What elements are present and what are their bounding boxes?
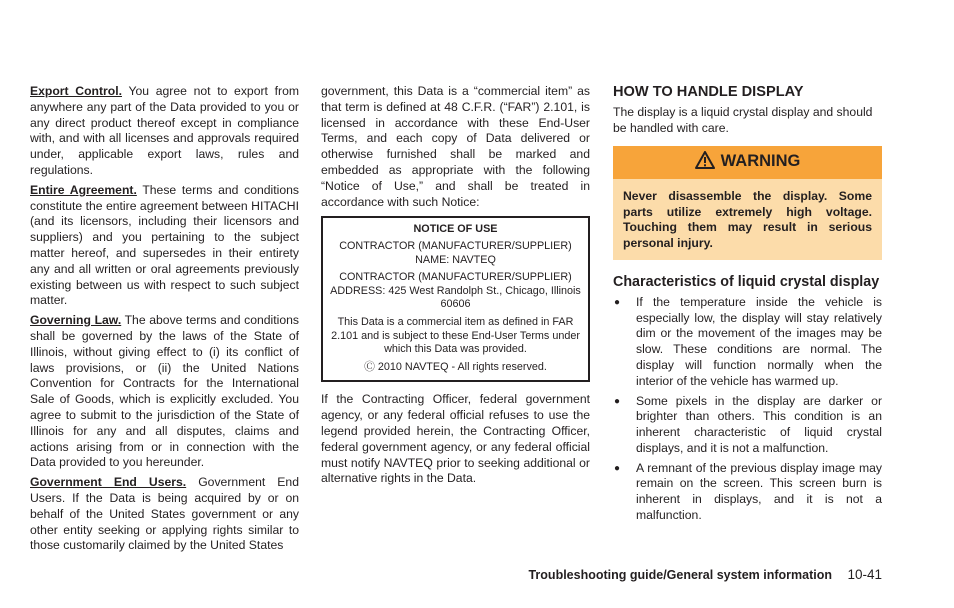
bullet-item (613, 295, 882, 390)
page-number: 10-41 (847, 567, 882, 582)
bullet-item (613, 461, 882, 524)
warning-title: WARNING (720, 152, 801, 171)
governing-law-paragraph (30, 313, 299, 471)
warning-triangle-icon (695, 151, 715, 174)
contracting-officer-paragraph: If the Contracting Officer, federal government agency, or any federal official refuses to use the legend provided herein, the Contracting Officer, federal government agency, or any federal official must notify NAVTEQ prior to seeking additional or alternative rights in the Data. (321, 392, 590, 486)
section-intro: The display is a liquid crystal display and should be handled with care. (613, 105, 873, 135)
government-end-users-paragraph (30, 475, 299, 554)
notice-contractor-address: CONTRACTOR (MANUFACTURER/SUPPLIER) ADDRESS: 425 West Randolph St., Chicago, Illinois 60606 (330, 271, 581, 311)
left-column (30, 84, 299, 558)
right-column (613, 84, 882, 528)
bullet-dot-icon: ● (614, 296, 621, 308)
notice-of-use-box (321, 216, 590, 382)
export-control-text: You agree not to export from anywhere any part of the Data provided to you or any direct product thereof except in compliance with, and with all licenses and approvals required under, applicable export laws, rules and regulations. (30, 84, 299, 177)
notice-contractor-name: CONTRACTOR (MANUFACTURER/SUPPLIER) NAME: NAVTEQ (339, 239, 572, 266)
bullet-text: A remnant of the previous display image may remain on the screen. This screen burn is inherent in displays, and it is not a malfunction. (636, 460, 882, 523)
subsection-heading: Characteristics of liquid crystal display (613, 274, 880, 291)
notice-title: NOTICE OF USE (413, 223, 498, 236)
commercial-item-paragraph: government, this Data is a “commercial item” as that term is defined at 48 C.F.R. (“FAR”) 2.101, is licensed in accordance with these End-User Terms, and each copy of Data delivered or otherwise furnished shall be marked and embedded as appropriate with the following “Notice of Use,” and shall be treated in accordance with such Notice: (321, 84, 590, 209)
export-control-heading: Export Control. (30, 84, 122, 98)
warning-header (613, 146, 882, 179)
warning-box (613, 146, 882, 261)
warning-text: Never disassemble the display. Some parts utilize extremely high voltage. Touching them may result in serious personal injury. (623, 188, 872, 251)
export-control-paragraph (30, 84, 299, 179)
government-end-users-heading: Government End Users. (30, 475, 187, 490)
entire-agreement-paragraph (30, 183, 299, 309)
governing-law-text: The above terms and conditions shall be governed by the laws of the State of Illinois, without giving effect to (i) its conflict of laws provisions, or (ii) the United Nations Convention for Contracts for the International Sale of Goods, which is explicitly excluded. You agree to submit to the jurisdiction of the State of Illinois for any and all disputes, claims and actions arising from or in connection with the Data provided to you hereunder. (30, 313, 299, 470)
entire-agreement-text: These terms and conditions constitute the entire agreement between HITACHI (and its licensors, including their licensors and suppliers) and you pertaining to the subject matter hereof, and supersedes in their entirety any and all written or oral agreements previously existing between us with respect to such subject matter. (30, 182, 299, 308)
government-end-users-text: Government End Users. If the Data is being acquired by or on behalf of the United States government or any other entity seeking or applying rights similar to those customarily claimed by the United States (30, 475, 299, 553)
notice-commercial-item: This Data is a commercial item as defined in FAR 2.101 and is subject to these End-User Terms under which this Data was provided. (331, 315, 580, 356)
bullet-dot-icon: ● (614, 462, 621, 474)
governing-law-heading: Governing Law. (30, 313, 122, 328)
notice-copyright: Ⓒ 2010 NAVTEQ - All rights reserved. (364, 360, 547, 373)
footer-section-title: Troubleshooting guide/General system information (528, 568, 832, 582)
section-heading: HOW TO HANDLE DISPLAY (613, 84, 804, 100)
middle-column (321, 84, 590, 491)
bullet-dot-icon: ● (614, 395, 621, 407)
entire-agreement-heading: Entire Agreement. (30, 182, 137, 197)
bullet-item (613, 394, 882, 457)
bullet-text: If the temperature inside the vehicle is especially low, the display will stay relatively dim or the movement of the images may be slow. These conditions are normal. The display will function normally when the interior of the vehicle has warmed up. (636, 294, 882, 388)
bullet-text: Some pixels in the display are darker or brighter than others. This condition is an inherent characteristic of liquid crystal displays, and it is not a malfunction. (636, 393, 882, 455)
